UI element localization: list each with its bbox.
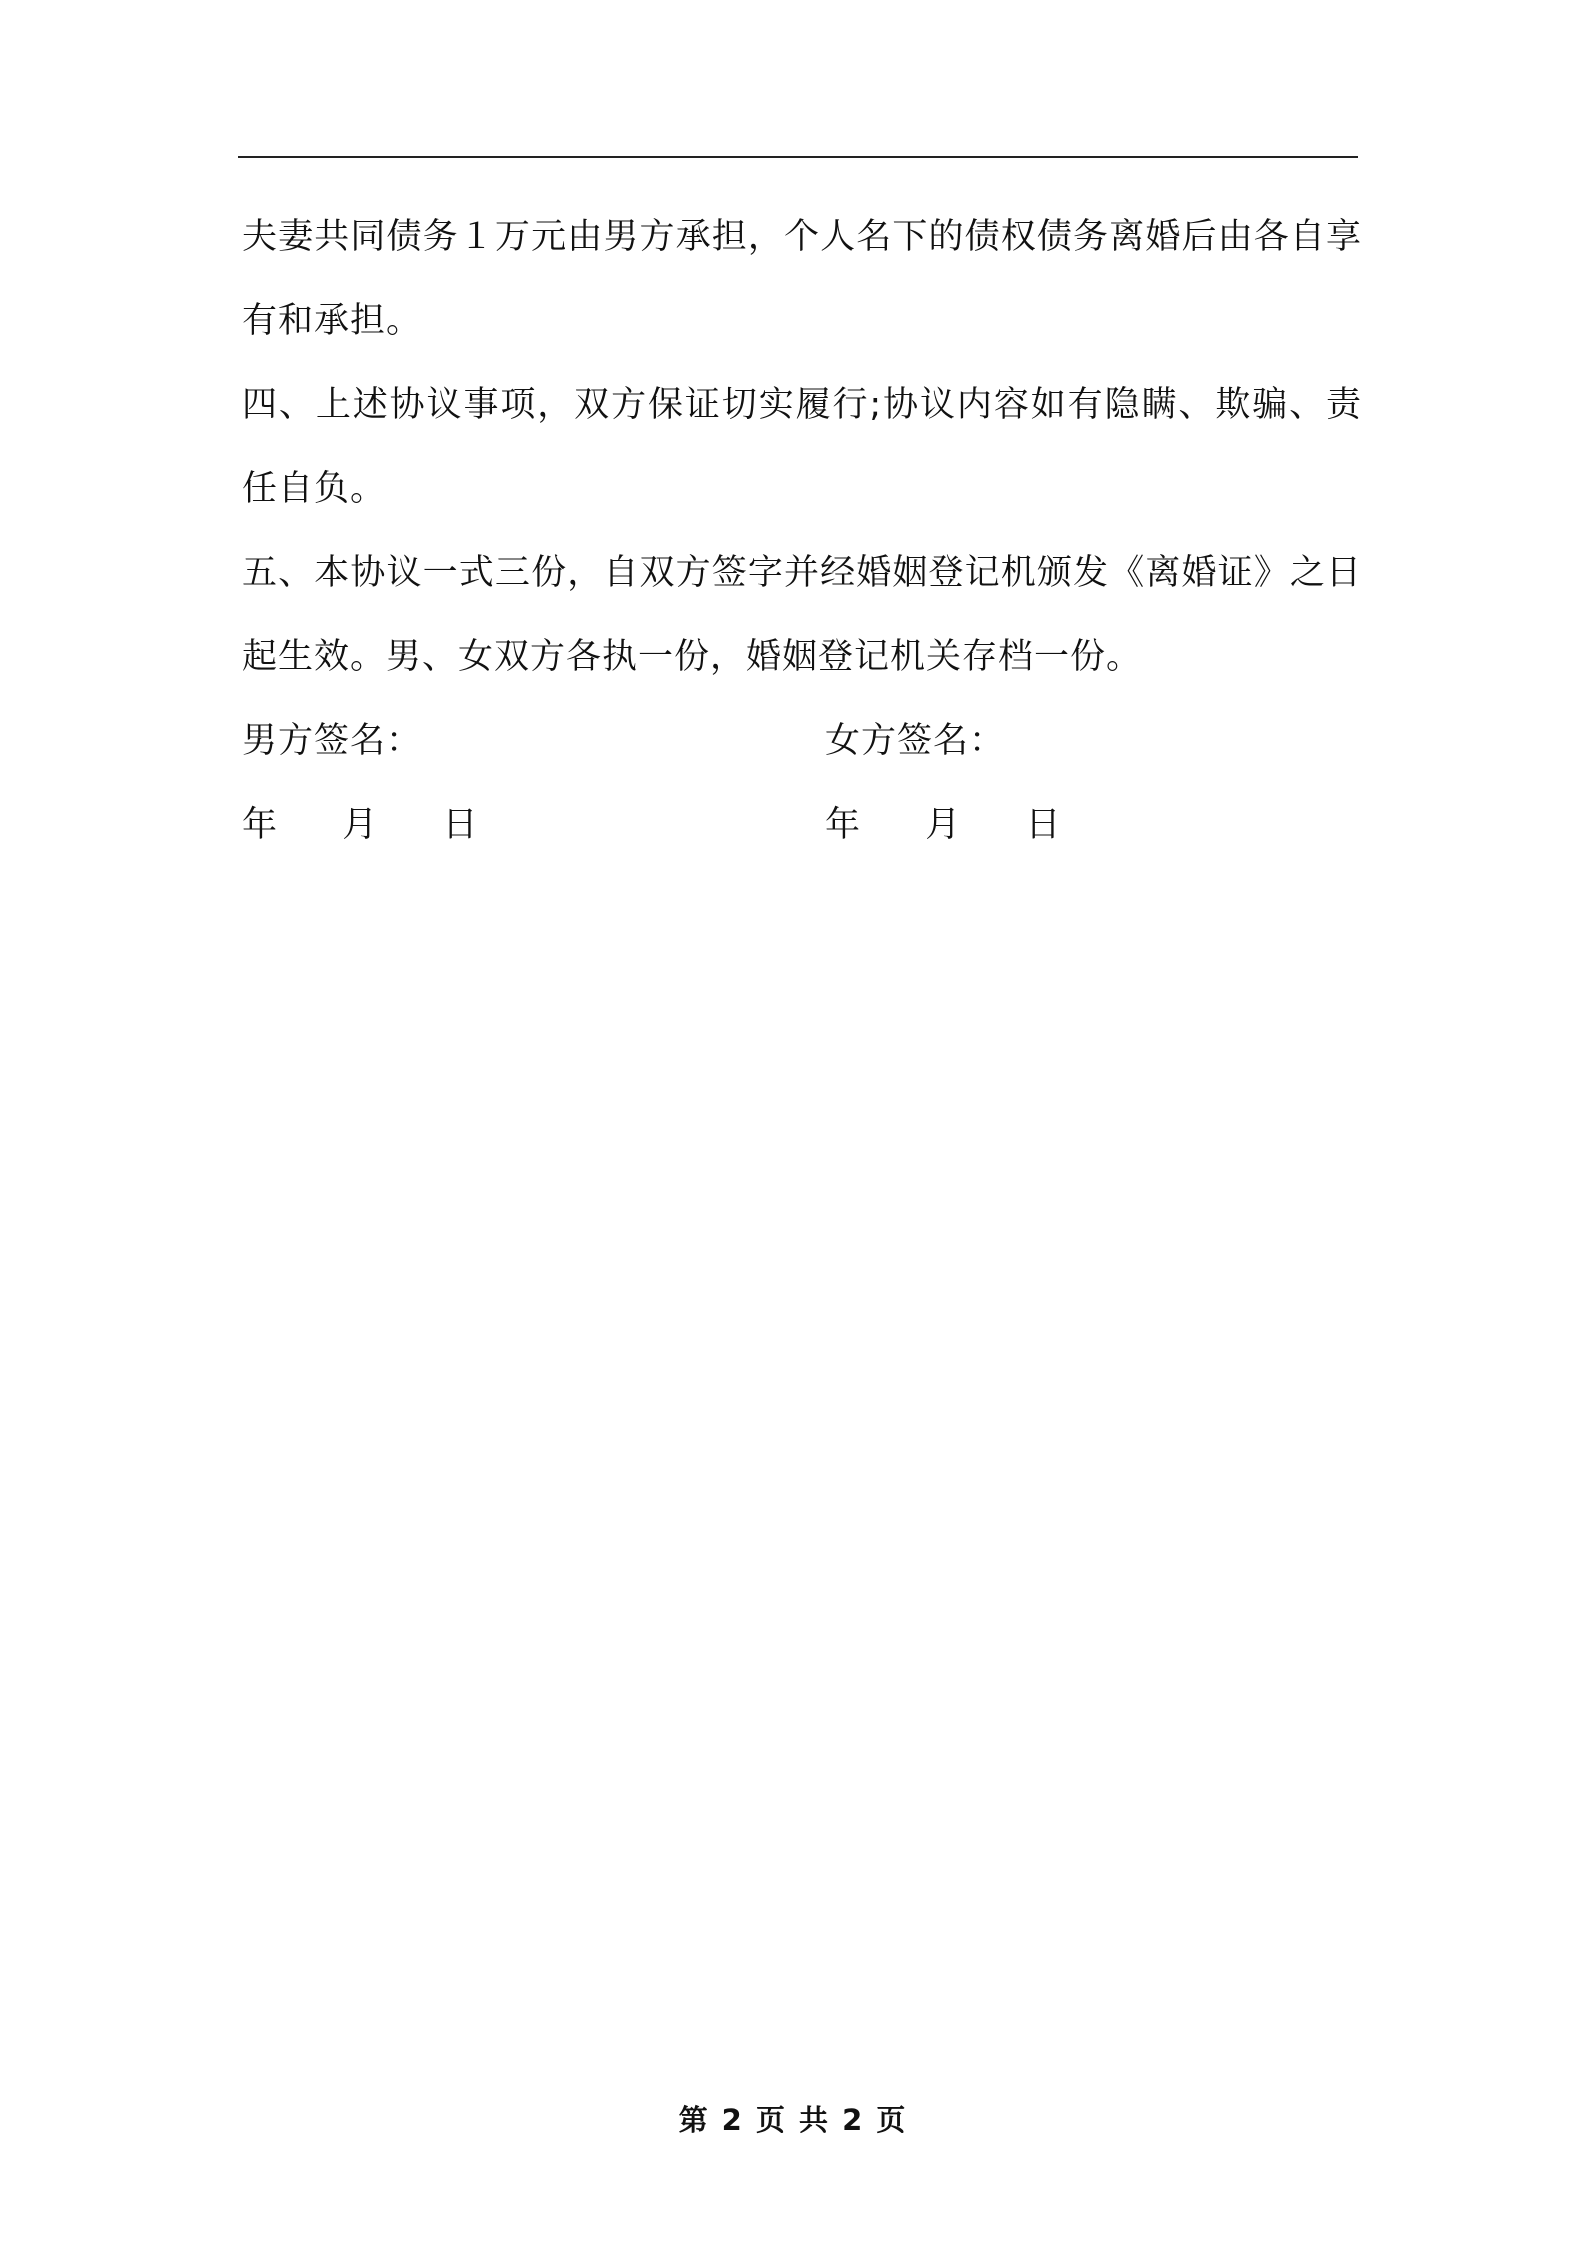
paragraph-clause-four: 四、上述协议事项，双方保证切实履行;协议内容如有隐瞒、欺骗、责任自负。 xyxy=(242,385,1362,509)
male-signature-label: 男方签名： xyxy=(242,721,423,761)
page-number: 第 2 页 共 2 页 xyxy=(678,2103,908,2137)
female-signature-label: 女方签名： xyxy=(825,721,1006,761)
female-date-label: 年 月 日 xyxy=(825,805,1062,845)
header-rule xyxy=(238,156,1358,158)
document-body xyxy=(242,195,1362,867)
male-date-label: 年 月 日 xyxy=(242,805,479,845)
paragraph-debt: 夫妻共同债务１万元由男方承担，个人名下的债权债务离婚后由各自享有和承担。 xyxy=(242,217,1362,341)
paragraph-clause-five: 五、本协议一式三份，自双方签字并经婚姻登记机颁发《离婚证》之日起生效。男、女双方各执一份，婚姻登记机关存档一份。 xyxy=(242,553,1362,677)
signature-row xyxy=(242,699,1362,783)
date-row xyxy=(242,783,1362,867)
